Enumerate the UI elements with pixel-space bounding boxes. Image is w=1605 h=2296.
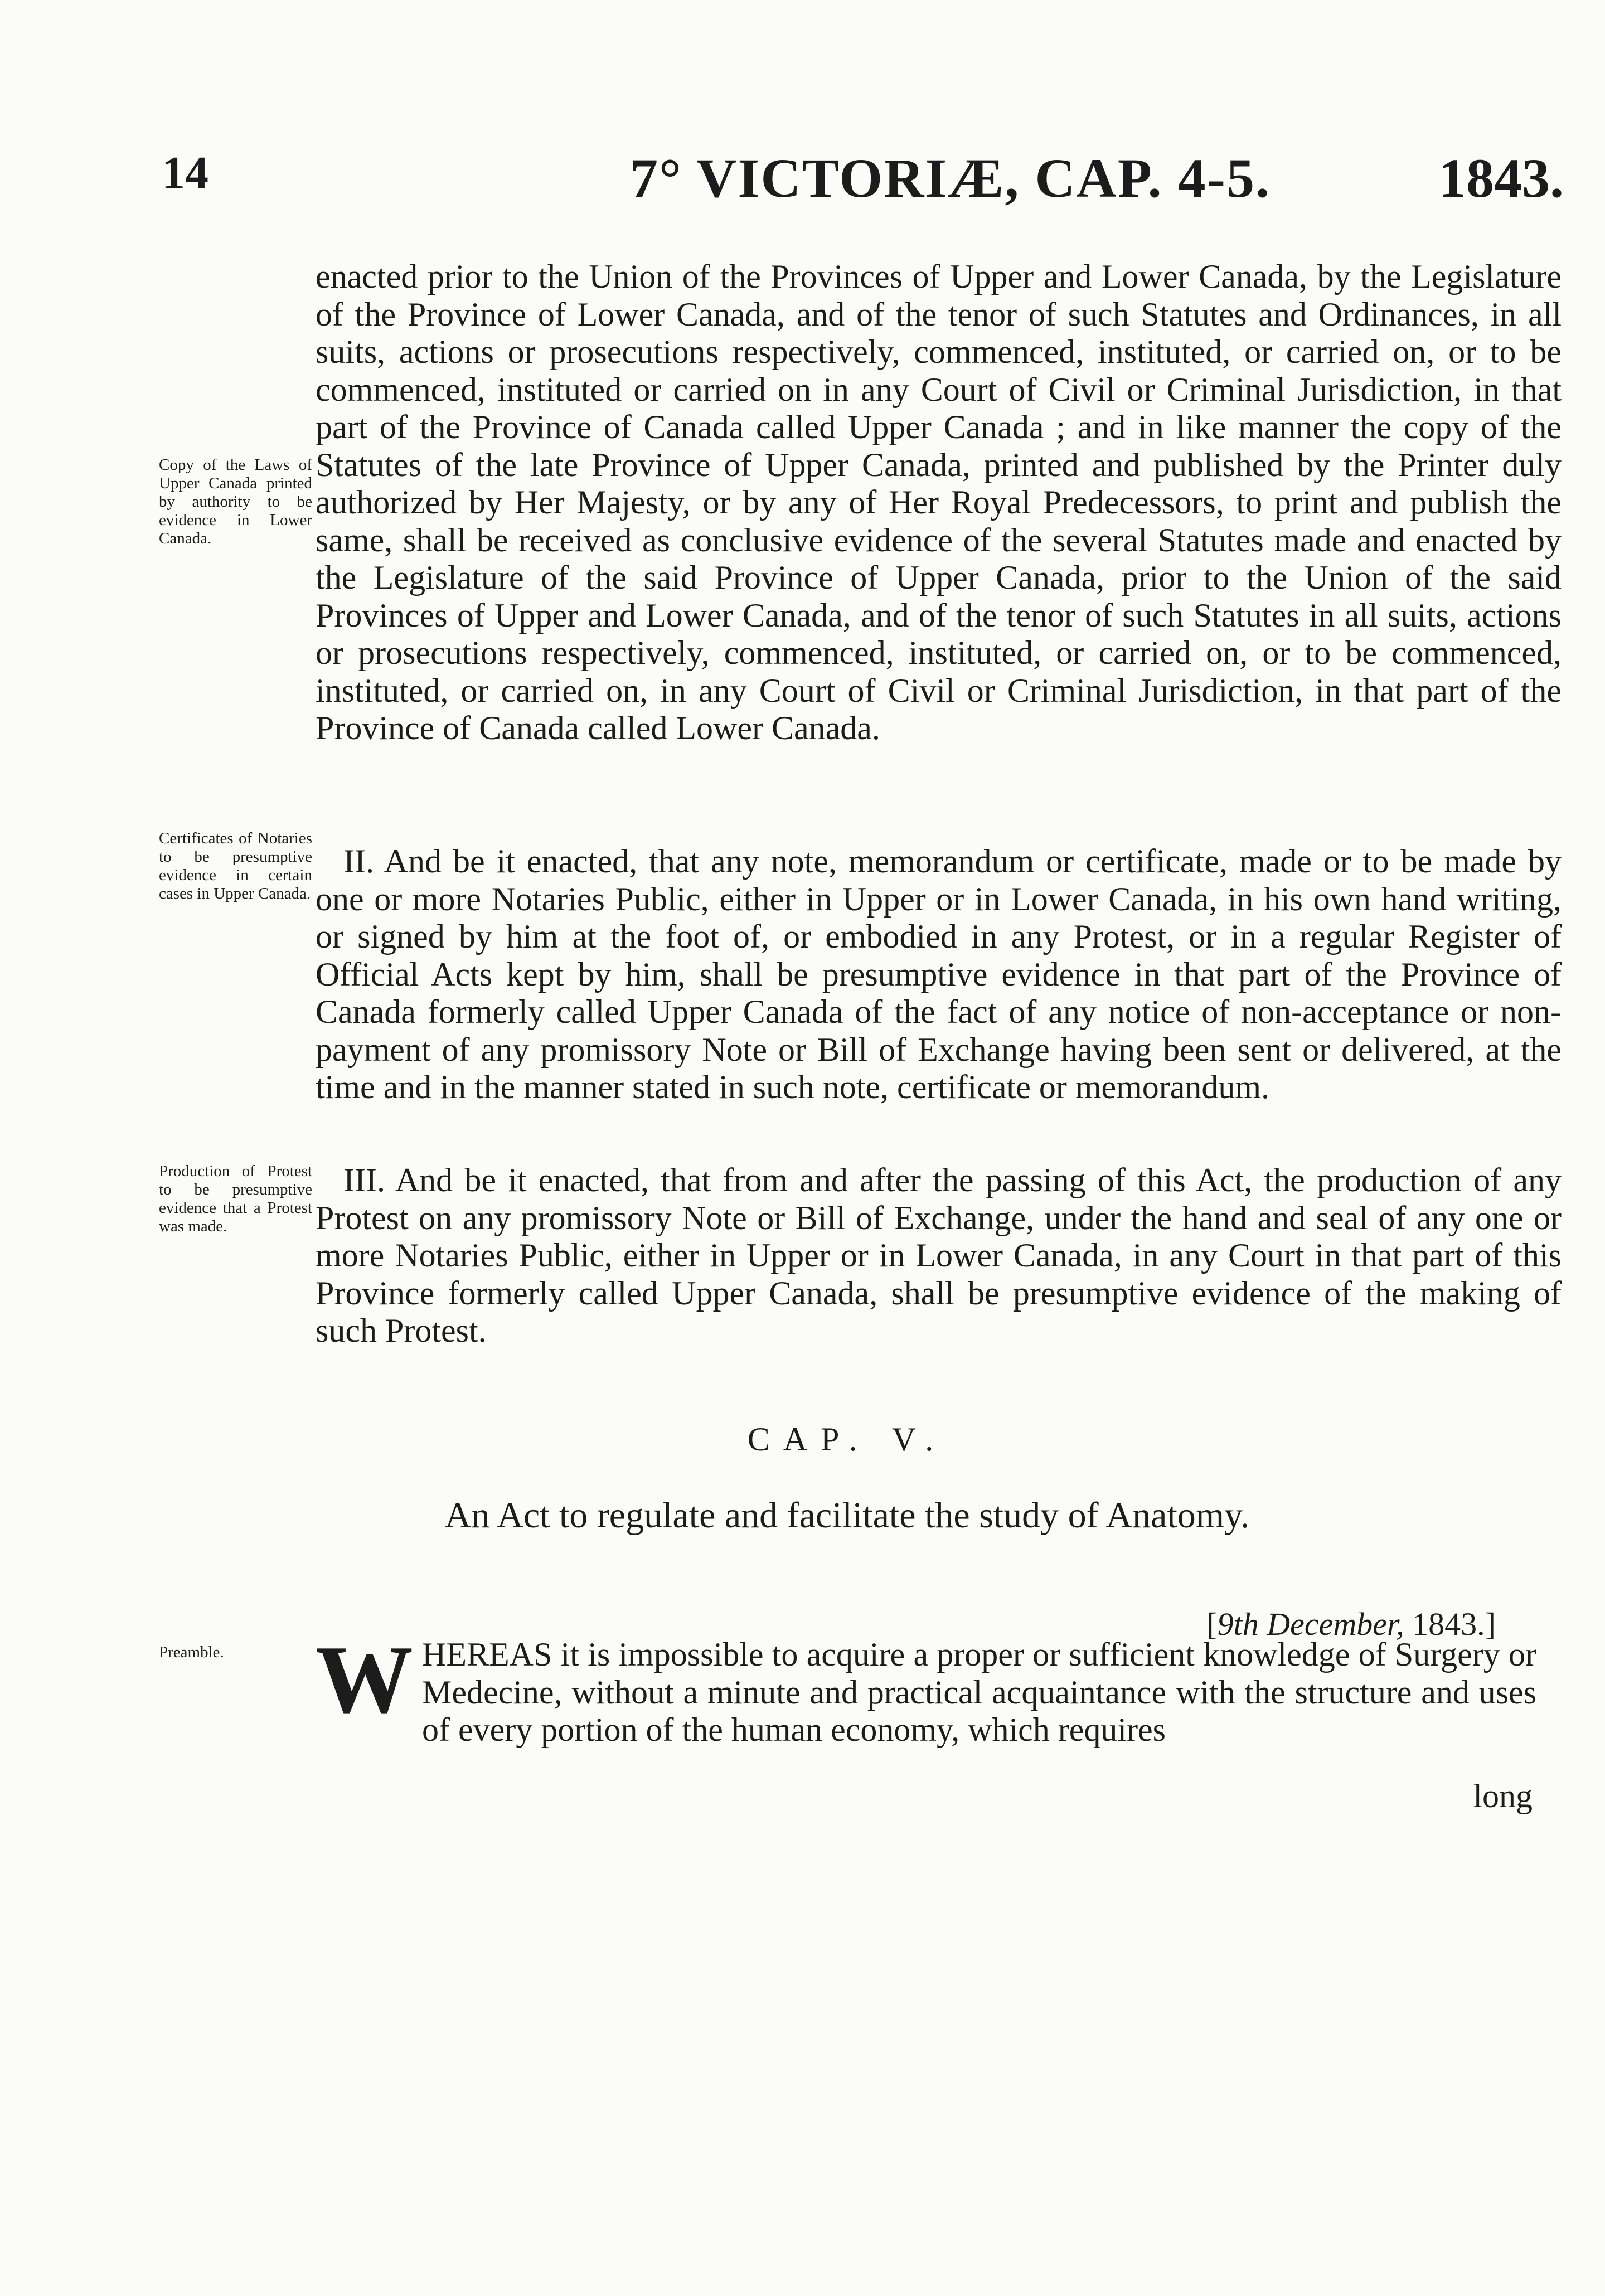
margin-note-preamble: Preamble. bbox=[159, 1643, 224, 1661]
margin-note-certificates: Certificates of Notaries to be presumptive evidence in certain cases in Upper Canada. bbox=[159, 829, 312, 902]
year: 1843. bbox=[1438, 147, 1564, 209]
running-head bbox=[0, 146, 1605, 224]
drop-cap: W bbox=[316, 1625, 413, 1734]
paragraph-section-2: II. And be it enacted, that any note, memorandum or certificate, made or to be made by one or more Notaries Public, either in Upper or in Lower Canada, in his own hand writing, or signed by him at the foot of, or embodied in any Protest, or in a regular Register of Official Acts kept by him, shall be presumptive evidence in that part of the Province of Canada formerly called Upper Canada of the fact of any notice of non-acceptance or non-payment of any promissory Note or Bill of Exchange having been sent or delivered, at the time and in the manner stated in such note, certificate or memorandum. bbox=[316, 843, 1562, 1105]
paragraph-section-3: III. And be it enacted, that from and after the passing of this Act, the production of any Protest on any promissory Note or Bill of Exchange, under the hand and seal of any one or more Notaries Public, either in Upper or in Lower Canada, in any Court in that part of this Province formerly called Upper Canada, shall be presumptive evidence of the making of such Protest. bbox=[316, 1162, 1562, 1349]
date-bracket: [ bbox=[1206, 1606, 1218, 1642]
page-number: 14 bbox=[162, 147, 208, 199]
paragraph-continuation: enacted prior to the Union of the Provinces of Upper and Lower Canada, by the Legislature of the Province of Lower Canada, and of the tenor of such Statutes and Ordinances, in all suits, actions or prosecutions respectively, commenced, instituted, or carried on, or to be commenced, instituted or carried on in any Court of Civil or Criminal Jurisdiction, in that part of the Province of Canada called Upper Canada ; and in like manner the copy of the Statutes of the late Province of Upper Canada, printed and published by the Printer duly authorized by Her Majesty, or by any of Her Royal Predecessors, to print and publish the same, shall be received as conclusive evidence of the several Statutes made and enacted by the Legislature of the said Province of Upper Canada, prior to the Union of the said Provinces of Upper and Lower Canada, and of the tenor of such Statutes in all suits, actions or prosecutions respectively, commenced, instituted, or carried on, or to be commenced, instituted, or carried on, in any Court of Civil or Criminal Jurisdiction, in that part of the Province of Canada called Lower Canada. bbox=[316, 258, 1562, 746]
date-day-month: 9th December, bbox=[1217, 1606, 1404, 1642]
preamble-text: HEREAS it is impossible to acquire a proper or sufficient knowledge of Surgery or Medecine, without a minute and practical acquaintance with the structure and uses of every portion of the human economy, which requires bbox=[422, 1636, 1536, 1748]
chapter-heading: CAP. V. bbox=[747, 1421, 947, 1458]
margin-note-copy-of-laws: Copy of the Laws of Upper Canada printed by authority to be evidence in Lower Canada. bbox=[159, 456, 312, 547]
margin-note-production-of-protest: Production of Protest to be presumptive evidence that a Protest was made. bbox=[159, 1162, 312, 1235]
date-year: 1843.] bbox=[1404, 1606, 1496, 1642]
act-title: 7° VICTORIÆ, CAP. 4-5. bbox=[630, 147, 1271, 209]
chapter-title: An Act to regulate and facilitate the study of Anatomy. bbox=[444, 1495, 1250, 1536]
preamble-paragraph bbox=[316, 1625, 1536, 1749]
catchword: long bbox=[1473, 1778, 1533, 1814]
